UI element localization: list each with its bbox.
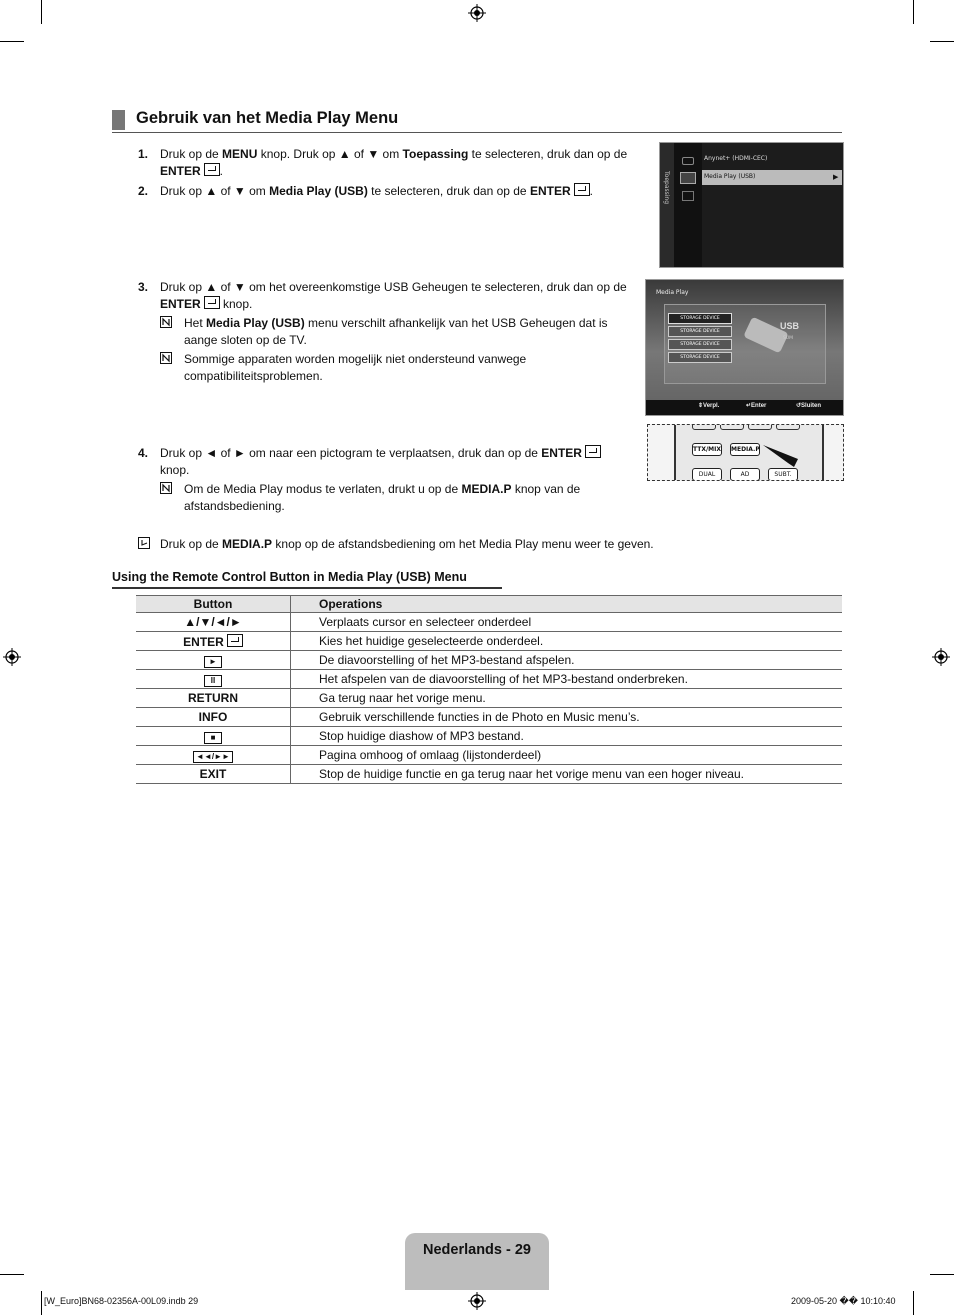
- button-cell: EXIT: [136, 765, 291, 784]
- rewind-forward-icon: ◄◄/►►: [193, 751, 233, 763]
- enter-icon: [204, 163, 220, 176]
- remote-button: [720, 424, 744, 430]
- dual-button: DUAL: [692, 468, 722, 481]
- text: MEDIA.P: [461, 482, 512, 496]
- operation-cell: De diavoorstelling of het MP3-bestand afspelen.: [291, 651, 843, 670]
- menu-side-strip: [660, 143, 674, 267]
- print-slug-left: [W_Euro]BN68-02356A-00L09.indb 29: [44, 1296, 199, 1306]
- crop-mark: [930, 1274, 954, 1275]
- registration-mark-icon: [932, 648, 950, 666]
- subt-button: SUBT.: [768, 468, 798, 481]
- stop-icon: ■: [204, 732, 222, 744]
- heading-marker: [112, 110, 125, 130]
- operation-cell: Stop huidige diashow of MP3 bestand.: [291, 727, 843, 746]
- app-icon: [682, 191, 694, 201]
- storage-device-item: STORAGE DEVICE: [668, 352, 732, 363]
- text: Druk op ◄ of ► om naar een pictogram te verplaatsen, druk dan op de: [160, 446, 542, 460]
- button-cell: [136, 727, 291, 746]
- operation-cell: Het afspelen van de diavoorstelling of het MP3-bestand onderbreken.: [291, 670, 843, 689]
- operation-cell: Gebruik verschillende functies in de Photo en Music menu’s.: [291, 708, 843, 727]
- text: ENTER: [160, 297, 201, 311]
- crop-mark: [913, 1291, 914, 1315]
- pause-icon: II: [204, 675, 222, 687]
- remote-button: [748, 424, 772, 430]
- text: te selecteren, druk dan op de: [367, 184, 530, 198]
- remote-button: [776, 424, 800, 430]
- usb-label: USB: [780, 321, 800, 331]
- text: Druk op ▲ of ▼ om het overeenkomstige USB Geheugen te selecteren, druk dan op de: [160, 280, 627, 294]
- button-cell: [136, 670, 291, 689]
- return-icon: ↺: [796, 403, 802, 409]
- text: Sommige apparaten worden mogelijk niet ondersteund vanwege: [184, 352, 527, 366]
- text: knop.: [219, 297, 253, 311]
- column-header-button: Button: [136, 596, 291, 613]
- text: compatibiliteitsproblemen.: [184, 369, 323, 383]
- section-heading: [112, 108, 842, 133]
- operations-table: [136, 595, 842, 784]
- remote-control-illustration: [647, 424, 844, 481]
- button-cell: INFO: [136, 708, 291, 727]
- hint-enter: [746, 402, 766, 409]
- ad-button: AD: [730, 468, 760, 481]
- button-cell: [136, 651, 291, 670]
- print-slug-right: 2009-05-20 �� 10:10:40: [791, 1296, 896, 1306]
- text: knop op de afstandsbediening om het Media Play menu weer te geven.: [272, 537, 654, 551]
- operation-cell: Stop de huidige functie en ga terug naar het vorige menu van een hoger niveau.: [291, 765, 843, 784]
- note-icon: [160, 316, 172, 328]
- media-play-screenshot: [645, 279, 844, 416]
- text: Druk op ▲ of ▼ om: [160, 184, 270, 198]
- anynet-icon: [682, 157, 694, 165]
- text: MENU: [222, 147, 258, 161]
- crop-mark: [41, 1291, 42, 1315]
- crop-mark: [0, 1274, 24, 1275]
- enter-icon: ↵: [746, 403, 752, 409]
- table-row: [136, 670, 842, 689]
- storage-device-item: STORAGE DEVICE: [668, 313, 732, 324]
- text: Het: [184, 316, 207, 330]
- media-icon: [680, 172, 696, 184]
- tip-icon: [138, 537, 150, 549]
- text: MEDIA.P: [222, 537, 273, 551]
- text: knop. Druk op ▲ of ▼ om: [257, 147, 403, 161]
- text: te selecteren, druk dan op de: [468, 147, 628, 161]
- button-cell: [136, 746, 291, 765]
- text: Toepassing: [402, 147, 469, 161]
- storage-device-item: STORAGE DEVICE: [668, 339, 732, 350]
- operation-cell: Verplaats cursor en selecteer onderdeel: [291, 613, 843, 632]
- table-row: [136, 746, 842, 765]
- crop-mark: [930, 41, 954, 42]
- table-row: [136, 727, 842, 746]
- remote-button: [692, 424, 716, 430]
- text: Media Play (USB): [269, 184, 368, 198]
- pointer-arrow-icon: [758, 441, 808, 471]
- crop-mark: [913, 0, 914, 24]
- menu-item-media-play: Media Play (USB): [704, 173, 756, 180]
- registration-mark-icon: [468, 1292, 486, 1310]
- screen-title: Media Play: [656, 289, 689, 296]
- text: ENTER: [160, 164, 201, 178]
- table-row: [136, 689, 842, 708]
- step-number: 4.: [138, 446, 149, 460]
- hint-move: [698, 402, 719, 409]
- table-header-row: [136, 596, 842, 613]
- tv-menu-screenshot: [659, 142, 844, 268]
- enter-icon: [574, 183, 590, 196]
- text: Om de Media Play modus te verlaten, drukt u op de: [184, 482, 462, 496]
- ttx-mix-button: TTX/MIX: [692, 443, 722, 456]
- updown-icon: ⇕: [698, 403, 704, 409]
- note-icon: [160, 352, 172, 364]
- text: Verpl.: [703, 403, 720, 409]
- text: ENTER: [541, 446, 582, 460]
- text: knop van de: [511, 482, 581, 496]
- menu-side-label: Toepassing: [663, 171, 670, 205]
- button-cell: [136, 632, 291, 651]
- page-number: Nederlands - 29: [423, 1242, 531, 1258]
- page-footer-tab: [405, 1233, 549, 1290]
- table-row: [136, 651, 842, 670]
- table-row: [136, 708, 842, 727]
- text: aange sloten op de TV.: [184, 333, 307, 347]
- enter-icon: [585, 445, 601, 458]
- text: Druk op de: [160, 147, 223, 161]
- registration-mark-icon: [468, 4, 486, 22]
- step-number: 2.: [138, 184, 149, 198]
- operation-cell: Kies het huidige geselecteerde onderdeel.: [291, 632, 843, 651]
- table-row: [136, 613, 842, 632]
- enter-icon: [227, 634, 243, 647]
- text: ENTER: [529, 184, 571, 198]
- table-row: [136, 632, 842, 651]
- storage-device-item: STORAGE DEVICE: [668, 326, 732, 337]
- text: menu verschilt afhankelijk van het USB Geheugen dat is: [304, 316, 608, 330]
- text: Media Play (USB): [206, 316, 305, 330]
- usb-sub-label: SUM: [783, 336, 794, 341]
- operation-cell: Pagina omhoog of omlaag (lijstonderdeel): [291, 746, 843, 765]
- text: Sluiten: [801, 403, 822, 409]
- media-p-button: MEDIA.P: [730, 443, 760, 456]
- page-title: Gebruik van het Media Play Menu: [136, 109, 399, 127]
- hint-close: [796, 402, 821, 409]
- operation-cell: Ga terug naar het vorige menu.: [291, 689, 843, 708]
- table-title: Using the Remote Control Button in Media Play (USB) Menu: [112, 570, 502, 589]
- text: Druk op de: [160, 537, 223, 551]
- button-cell: ▲/▼/◄/►: [136, 613, 291, 632]
- menu-item-anynet: Anynet+ (HDMI-CEC): [704, 155, 768, 162]
- registration-mark-icon: [3, 648, 21, 666]
- enter-icon: [204, 296, 220, 309]
- chevron-right-icon: ▶: [833, 174, 839, 181]
- text: knop.: [160, 463, 190, 477]
- text: Enter: [751, 403, 767, 409]
- text: afstandsbediening.: [184, 499, 285, 513]
- table-row: [136, 765, 842, 784]
- play-icon: ►: [204, 656, 222, 668]
- text: ENTER: [183, 634, 224, 649]
- step-number: 3.: [138, 280, 149, 294]
- crop-mark: [41, 0, 42, 24]
- crop-mark: [0, 41, 24, 42]
- note-icon: [160, 482, 172, 494]
- step-number: 1.: [138, 147, 149, 161]
- column-header-operations: Operations: [291, 596, 843, 613]
- button-cell: RETURN: [136, 689, 291, 708]
